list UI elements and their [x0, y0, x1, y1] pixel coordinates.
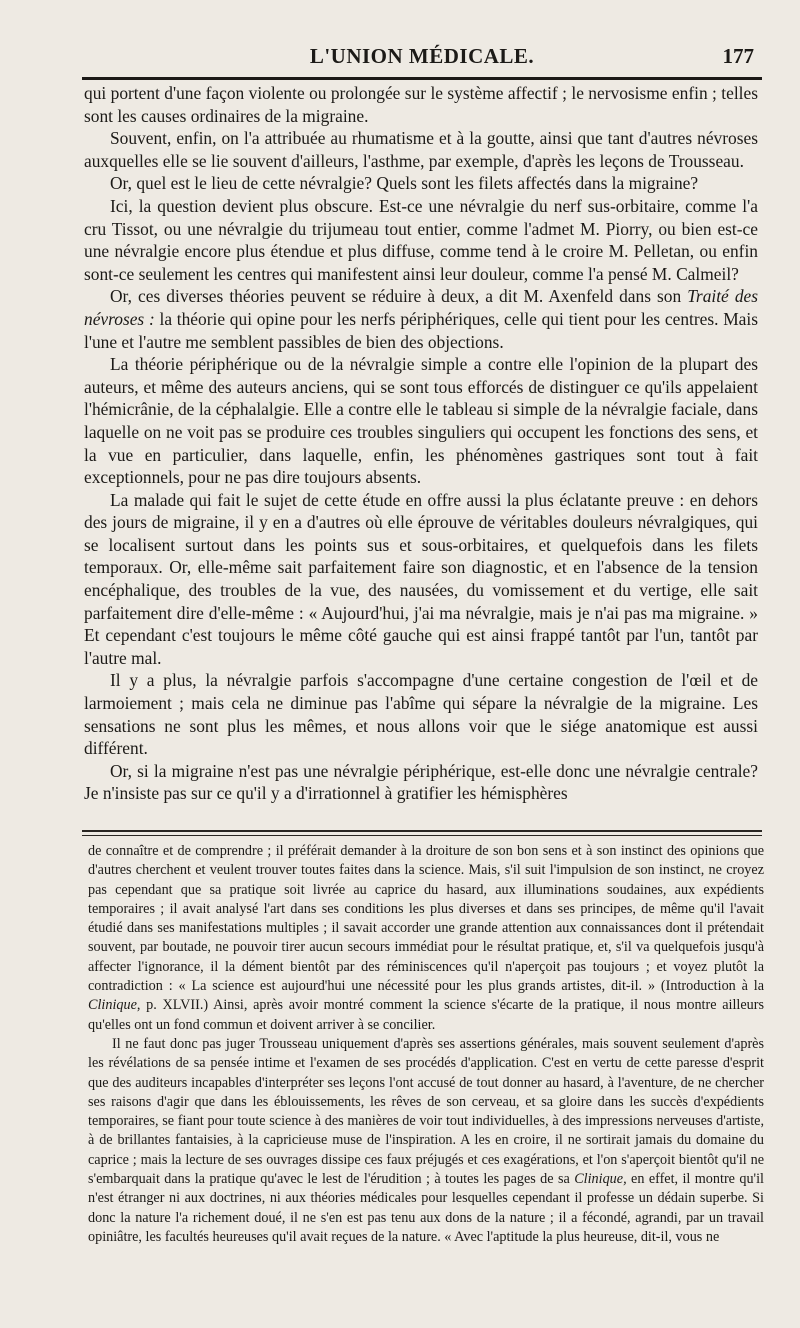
footnote-text — [88, 842, 764, 1247]
text-span: Il ne faut donc pas juger Trousseau uniquement d'après ses assertions générales, mais souvent seulement d'après les révélations de sa pensée intime et l'examen de ses procédés d'application. C'est en vertu de cette paresse d'esprit que des auditeurs incapables d'interpréter ses leçons l'ont accusé de tout donner au hasard, à l'aventure, de ne chercher ses raisons d'agir que dans les éblouissements, les rêves de son cerveau, et sa gloire dans les succès d'expédients temporaires, se fiant pour toute science à des manières de voir tout individuelles, à des impressions nerveuses d'artiste, à de brillantes fantaisies, à la capricieuse muse de l'inspiration. A les en croire, il ne sortirait jamais du domaine du caprice ; mais la lecture de ses ouvrages dissipe ces faux préjugés et ces exagérations, et l'on s'aperçoit bientôt qu'il ne s'embarquait dans la pratique qu'avec le lest de l'érudition ; à toutes les pages de sa — [88, 1035, 764, 1188]
paragraph: Or, si la migraine n'est pas une névralgie périphérique, est-elle donc une névralgie centrale? Je n'insiste pas sur ce qu'il y a d'irrationnel à gratifier les hémisphères — [84, 760, 758, 804]
page-header — [84, 40, 760, 74]
paragraph: qui portent d'une façon violente ou prolongée sur le système affectif ; le nervosisme enfin ; telles sont les causes ordinaires de la migraine. — [84, 83, 758, 126]
text-span: de connaître et de comprendre ; il préférait demander à la droiture de son bon sens et à son instinct des opinions que d'autres cherchent et veulent trouver toutes faites dans la science. Mais, s'il suit l'impulsion de son instinct, ne croyez pas cependant que sa pratique soit livrée au caprice du hasard, aux illuminations soudaines, aux expédients temporaires ; il avait analysé l'art dans ses conditions les plus diverses et dans ses principes, de même qu'il l'avait étudié dans ses manifestations multiples ; il savait accorder une grande attention aux connaissances dont il prétendait souvent, par boutade, ne pouvoir tirer aucun secours immédiat pour le résultat pratique, et, s'il va quelquefois jusqu'à affecter l'ignorance, il la dément bientôt par des réminiscences qu'il n'aperçoit pas toujours ; et voyez plutôt la contradiction : « La science est aujourd'hui une nécessité pour les plus grands artistes, dit-il. » (Introduction à la — [88, 843, 764, 995]
text-span: , p. XLVII.) Ainsi, après avoir montré comment la science s'écarte de la pratique, il nous montre ailleurs qu'elles ont un fond commun et doivent arriver à se concilier. — [88, 997, 764, 1033]
main-text — [84, 82, 758, 805]
notes-rule-thin — [82, 835, 762, 836]
paragraph: Souvent, enfin, on l'a attribuée au rhumatisme et à la goutte, ainsi que tant d'autres névroses auxquelles elle se lie souvent d'ailleurs, l'asthme, par exemple, d'après les leçons de Trousseau. — [84, 128, 758, 171]
paragraph: La malade qui fait le sujet de cette étude en offre aussi la plus éclatante preuve : en dehors des jours de migraine, il y en a d'autres où elle éprouve de véritables douleurs névralgiques, qui se localisent surtout dans les points sus et sous-orbitaires, et quelquefois dans les filets temporaux. Or, elle-même sait parfaitement faire son diagnostic, et en l'absence de la tension encéphalique, des troubles de la vue, des nausées, du vomissement et du vertige, elle sait parfaitement dire d'elle-même : « Aujourd'hui, j'ai ma névralgie, mais je n'ai pas ma migraine. » Et cependant c'est toujours le même côté gauche qui est ainsi frappé tantôt par l'un, tantôt par l'autre mal. — [84, 489, 758, 668]
paragraph: Ici, la question devient plus obscure. Est-ce une névralgie du nerf sus-orbitaire, comme l'a cru Tissot, ou une névralgie du trijumeau tout entier, comme l'admet M. Piorry, ou bien est-ce une névralgie encore plus étendue et plus diffuse, comme tend à le croire M. Pelletan, ou enfin sont-ce seulement les centres qui manifestent ainsi leur douleur, comme l'a pensé M. Calmeil? — [84, 195, 758, 284]
page-number: 177 — [722, 44, 754, 68]
paragraph: Il y a plus, la névralgie parfois s'accompagne d'une certaine congestion de l'œil et de larmoiement ; mais cela ne diminue pas l'abîme qui sépare la névralgie de la migraine. Les sensations ne sont plus les mêmes, et nous allons voir que le siége anatomique est aussi différent. — [84, 670, 758, 759]
paragraph: La théorie périphérique ou de la névralgie simple a contre elle l'opinion de la plupart des auteurs, et même des auteurs anciens, qui se sont tous efforcés de distinguer ce qu'ils appelaient l'hémicrânie, de la céphalalgie. Elle a contre elle le tableau si simple de la névralgie faciale, dans laquelle on ne voit pas se produire ces troubles singuliers qui occupent les fonctions des sens, et la vue en particulier, dans laquelle, enfin, les phénomènes gastriques sont tout à fait exceptionnels, pour ne pas dire toujours absents. — [84, 354, 758, 488]
running-title: L'UNION MÉDICALE. — [309, 44, 535, 68]
note-paragraph — [88, 842, 764, 1035]
book-title: Traité des névroses : — [84, 286, 759, 329]
text-span: en effet, il montre qu'il n'est étranger ni aux doctrines, ni aux théories médicales pour lesquelles cependant il professe un dédain superbe. Si donc la nature l'a richement doué, il ne s'en est pas tenu aux dons de la nature ; il a fécondé, agrandi, par un travail opiniâtre, les facultés heureuses qu'il avait reçues de la nature. « Avec l'aptitude la plus heureuse, dit-il, vous ne — [88, 1171, 764, 1245]
paragraph — [84, 285, 758, 353]
notes-rule — [82, 830, 762, 832]
book-title: Clinique, — [574, 1171, 627, 1188]
paragraph: Or, quel est le lieu de cette névralgie? Quels sont les filets affectés dans la migraine? — [110, 173, 699, 194]
text-span: la théorie qui opine pour les nerfs périphériques, celle qui tient pour les centres. Mais l'une et l'autre me semblent passibles de bien des objections. — [84, 308, 759, 352]
header-rule — [82, 77, 762, 80]
note-paragraph — [88, 1035, 764, 1247]
text-span: Or, ces diverses théories peuvent se réduire à deux, a dit M. Axenfeld dans son — [110, 286, 688, 307]
book-title: Clinique — [88, 997, 137, 1014]
